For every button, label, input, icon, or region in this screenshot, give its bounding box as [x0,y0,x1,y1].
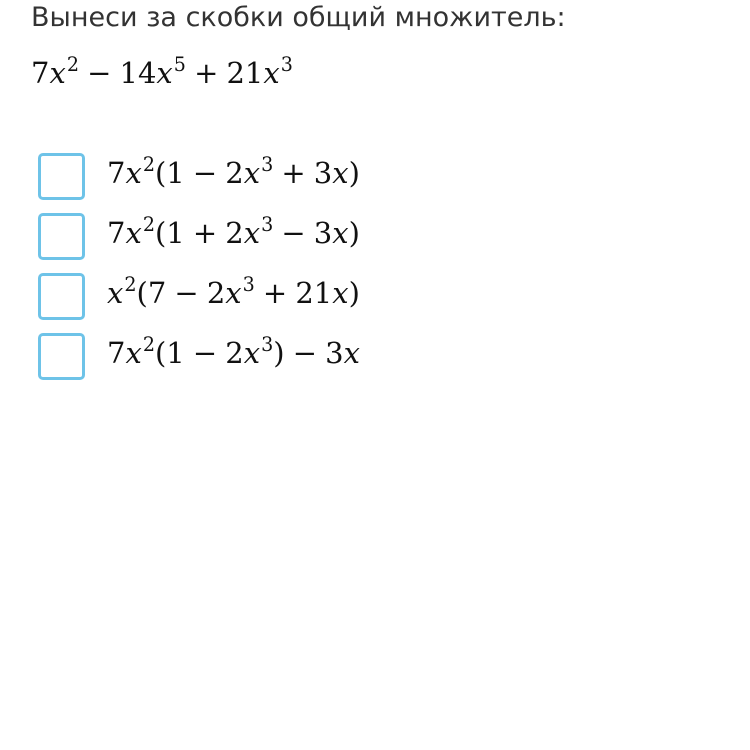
math-text: 7 [107,216,126,250]
answer-option-label [107,153,360,190]
math-text: 7 [31,56,50,90]
answer-checkbox[interactable] [38,153,85,200]
math-variable: x [343,336,360,370]
answer-option-label [107,273,360,310]
answer-option[interactable] [38,213,538,273]
math-variable: x [243,336,261,370]
math-text: 3 [313,216,333,250]
math-text: (1 [154,156,185,190]
math-operator: − [192,336,218,370]
math-variable: x [332,216,349,250]
math-variable: x [125,216,142,250]
math-variable: x [125,336,142,370]
math-text: 7 [107,156,126,190]
math-variable: x [107,276,124,310]
math-text: ) [348,216,360,250]
math-exponent: 2 [142,333,155,357]
math-operator: + [281,156,306,190]
math-exponent: 2 [66,53,79,77]
math-exponent: 3 [242,273,255,297]
answer-option-label [107,333,360,370]
math-variable: x [332,276,349,310]
math-variable: x [243,216,261,250]
math-exponent: 3 [261,153,274,177]
math-text: ) [273,336,285,370]
math-text: 7 [107,336,126,370]
math-expression [31,53,293,90]
answer-option-label [107,213,360,250]
math-variable: x [49,56,66,90]
math-operator: − [292,336,318,370]
math-text: 2 [225,336,244,370]
answer-checkbox[interactable] [38,333,85,380]
math-text: 3 [325,336,344,370]
math-text: (1 [154,216,185,250]
math-exponent: 2 [142,213,155,237]
answer-checkbox[interactable] [38,273,85,320]
math-variable: x [332,156,349,190]
math-text: 21 [226,56,264,90]
math-exponent: 3 [261,213,274,237]
answer-checkbox[interactable] [38,213,85,260]
math-variable: x [156,56,173,90]
math-variable: x [225,276,242,310]
math-operator: + [262,276,288,310]
math-text: 2 [225,156,244,190]
math-exponent: 2 [124,273,137,297]
math-operator: − [192,156,218,190]
answer-option[interactable] [38,153,538,213]
math-operator: − [87,56,112,90]
math-operator: − [281,216,306,250]
math-exponent: 5 [173,53,186,77]
math-operator: + [192,216,218,250]
math-text: (1 [154,336,185,370]
math-variable: x [263,56,280,90]
answer-option[interactable] [38,273,538,333]
math-text: 14 [119,56,157,90]
answer-options-list [38,153,538,393]
math-text: 3 [313,156,333,190]
math-exponent: 3 [261,333,274,357]
math-operator: − [174,276,199,310]
math-variable: x [125,156,142,190]
question-title: Вынеси за скобки общий множитель: [31,2,566,33]
math-operator: + [194,56,219,90]
answer-option[interactable] [38,333,538,393]
math-exponent: 3 [280,53,293,77]
math-text: ) [348,156,360,190]
math-text: 2 [225,216,244,250]
math-exponent: 2 [142,153,155,177]
math-text: 2 [206,276,226,310]
math-text: 21 [295,276,333,310]
math-text: ) [348,276,360,310]
math-text: (7 [136,276,167,310]
math-variable: x [243,156,261,190]
